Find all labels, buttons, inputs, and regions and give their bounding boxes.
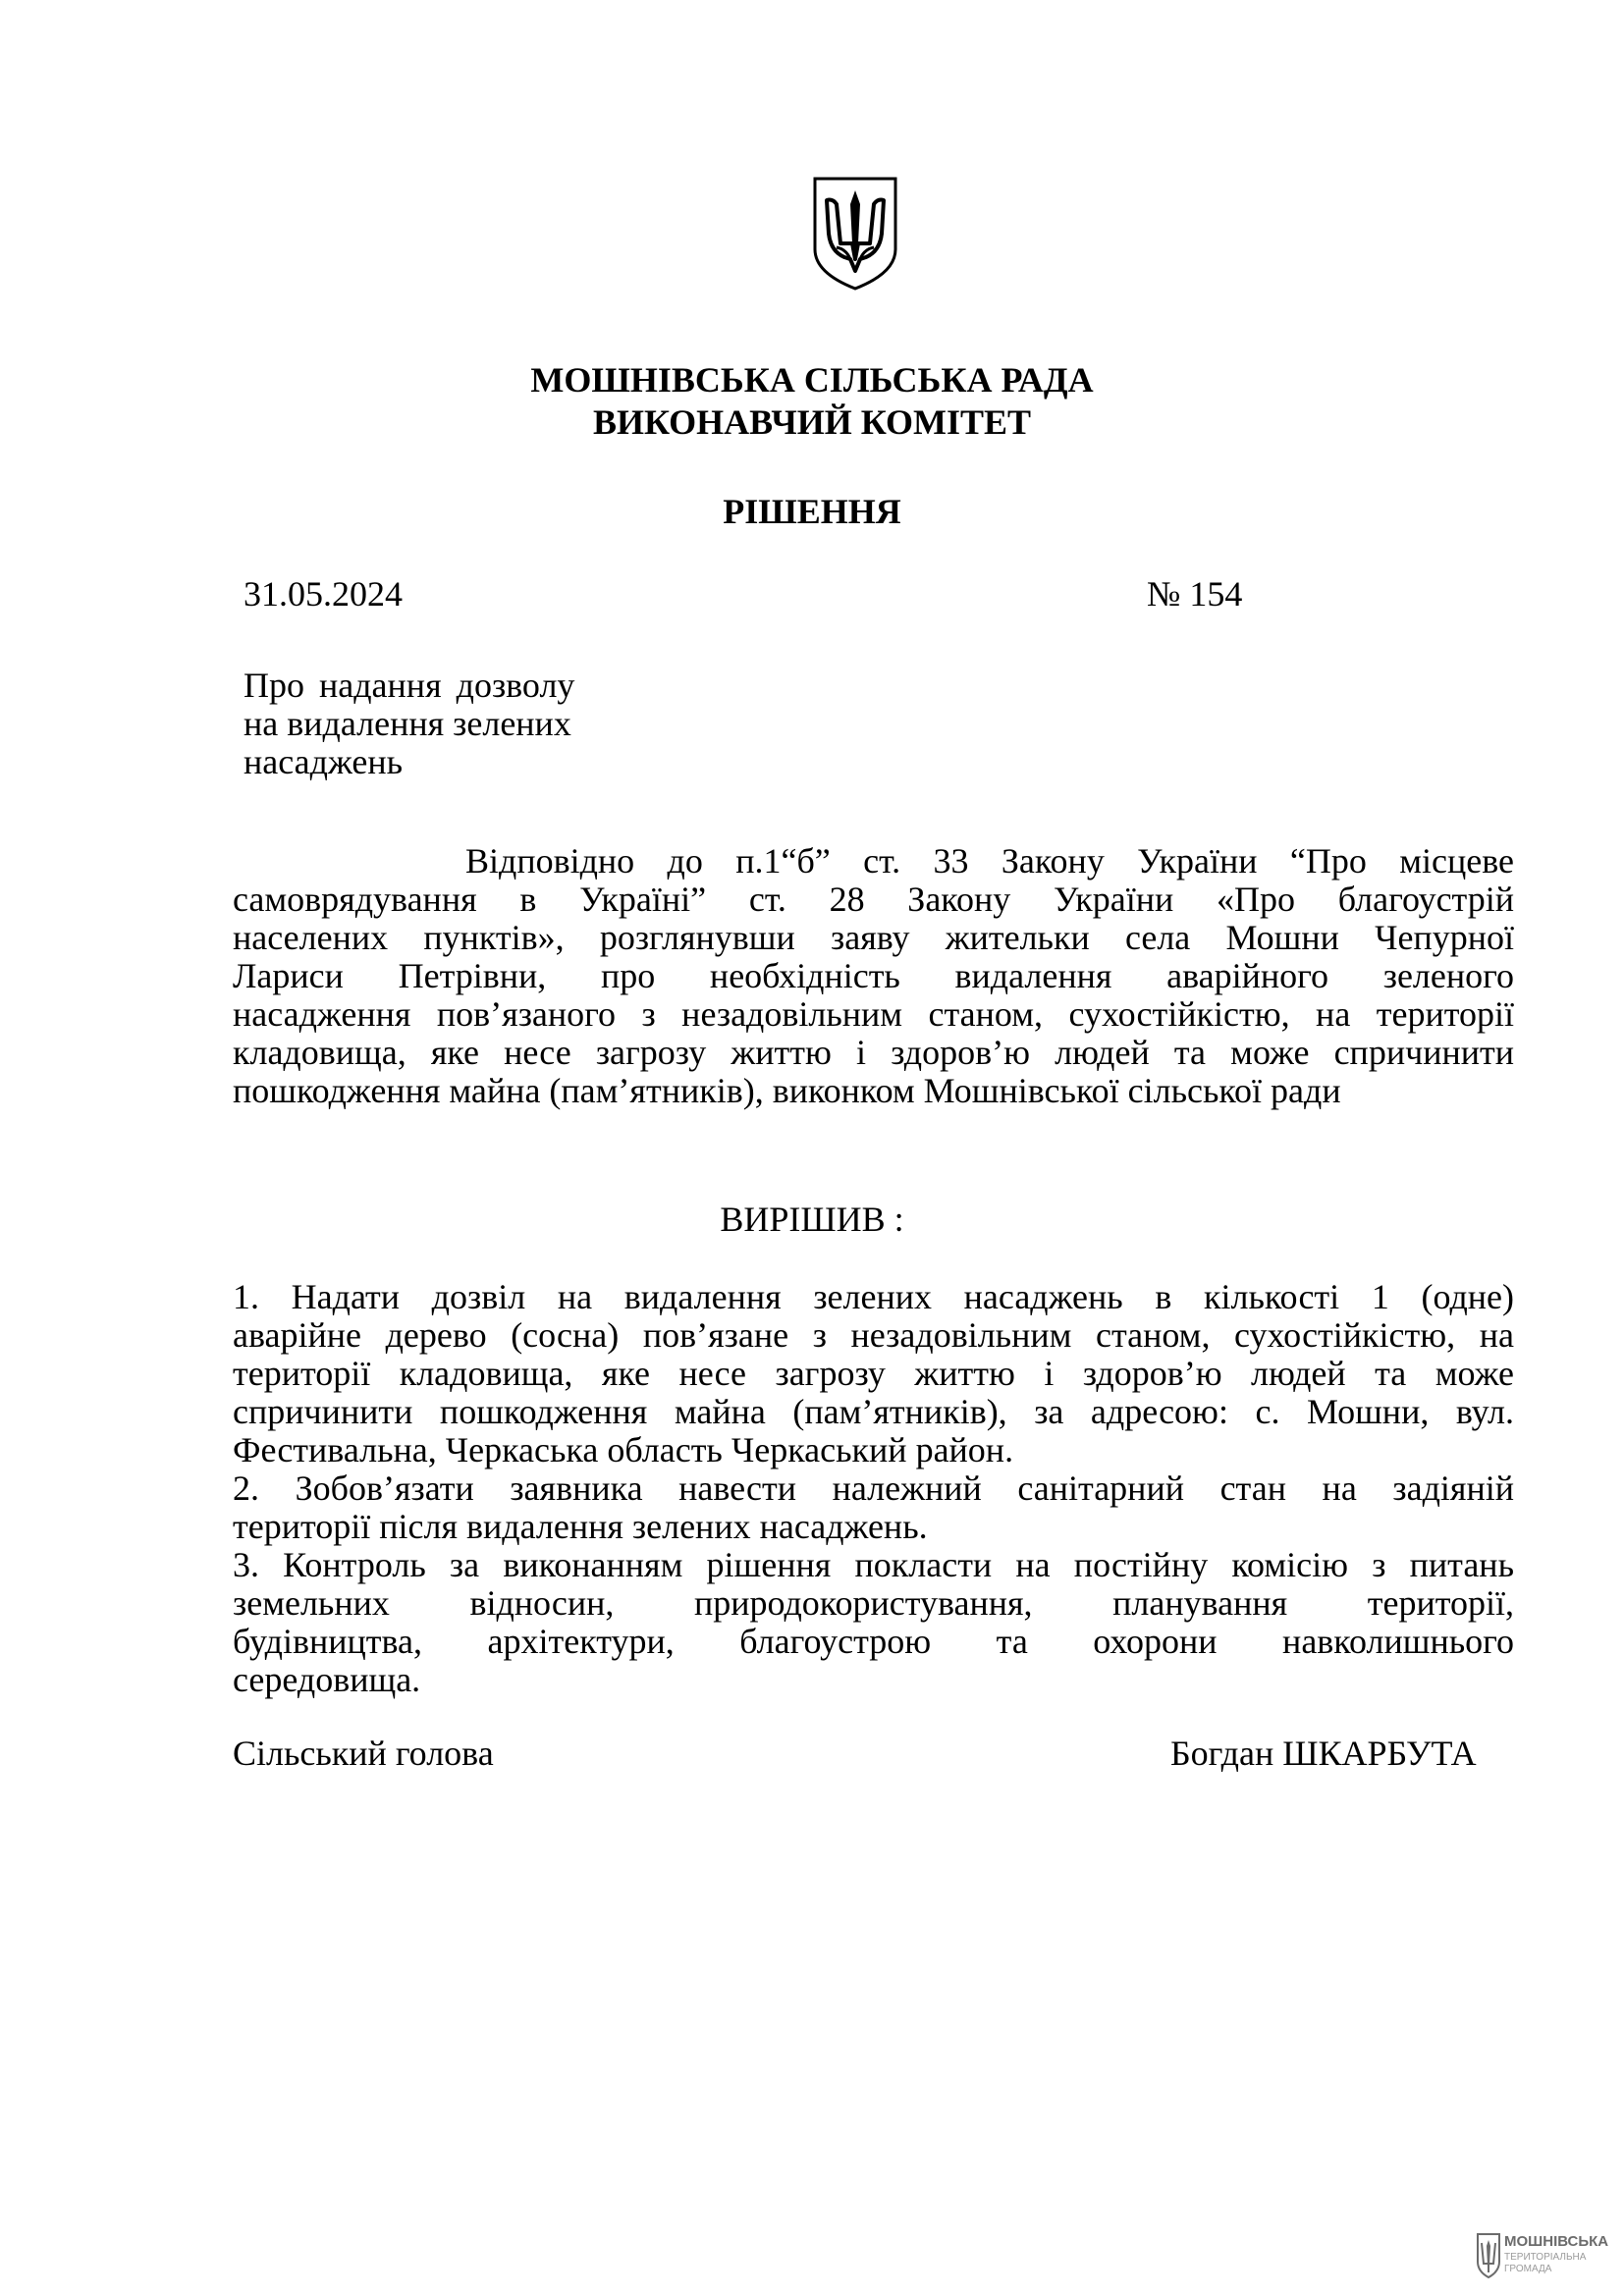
item-line: 2. Зобов’язати заявника навести належний санітарний стан на задіяній — [233, 1468, 1514, 1508]
decision-date: 31.05.2024 — [244, 574, 403, 614]
subject-line: на видалення зелених — [244, 704, 571, 743]
decision-item-1 — [233, 1278, 1514, 1469]
signatory-name: Богдан ШКАРБУТА — [1170, 1734, 1477, 1773]
preamble-paragraph — [233, 842, 1514, 1110]
signatory-role: Сільський голова — [233, 1734, 494, 1773]
item-line: будівництва, архітектури, благоустрою та охорони навколишнього — [233, 1622, 1514, 1661]
watermark-line-3: ГРОМАДА — [1504, 2264, 1552, 2274]
council-name: МОШНІВСЬКА СІЛЬСЬКА РАДА — [530, 360, 1094, 400]
item-line: Фестивальна, Черкаська область Черкаський район. — [233, 1430, 1014, 1469]
document-type-title: РІШЕННЯ — [723, 492, 901, 531]
decided-heading: ВИРІШИВ : — [720, 1200, 904, 1239]
decision-items — [233, 1278, 1514, 1699]
decision-item-3 — [233, 1546, 1514, 1699]
tryzub-emblem-icon — [811, 175, 899, 293]
preamble-line: Лариси Петрівни, про необхідність видалення аварійного зеленого — [233, 956, 1514, 995]
subject-line: Про надання дозволу — [244, 666, 575, 705]
item-line: середовища. — [233, 1660, 421, 1699]
item-line: земельних відносин, природокористування, планування території, — [233, 1583, 1514, 1623]
item-line: 1. Надати дозвіл на видалення зелених насаджень в кількості 1 (одне) — [233, 1277, 1514, 1316]
item-line: аварійне дерево (сосна) пов’язане з незадовільним станом, сухостійкістю, на — [233, 1315, 1514, 1355]
preamble-line: Відповідно до п.1“б” ст. 33 Закону України “Про місцеве — [465, 841, 1514, 881]
item-line: 3. Контроль за виконанням рішення покласти на постійну комісію з питань — [233, 1545, 1514, 1584]
decision-number: № 154 — [1147, 574, 1243, 614]
decision-subject — [244, 667, 656, 781]
tryzub-small-icon — [1478, 2234, 1499, 2277]
decision-item-2 — [233, 1469, 1514, 1546]
preamble-line: самоврядування в Україні” ст. 28 Закону України «Про благоустрій — [233, 880, 1514, 919]
item-line: території після видалення зелених насаджень. — [233, 1507, 928, 1546]
preamble-line: пошкодження майна (пам’ятників), виконком Мошнівської сільської ради — [233, 1071, 1341, 1110]
community-logo-watermark — [1475, 2226, 1622, 2281]
preamble-line: населених пунктів», розглянувши заяву жительки села Мошни Чепурної — [233, 918, 1514, 957]
item-line: спричинити пошкодження майна (пам’ятників), за адресою: с. Мошни, вул. — [233, 1392, 1514, 1431]
committee-name: ВИКОНАВЧИЙ КОМІТЕТ — [592, 402, 1032, 442]
preamble-line: кладовища, яке несе загрозу життю і здоров’ю людей та може спричинити — [233, 1033, 1514, 1072]
preamble-line: насадження пов’язаного з незадовільним станом, сухостійкістю, на території — [233, 994, 1514, 1034]
subject-line: насаджень — [244, 742, 404, 781]
watermark-line-1: МОШНІВСЬКА — [1504, 2233, 1609, 2250]
item-line: території кладовища, яке несе загрозу життю і здоров’ю людей та може — [233, 1354, 1514, 1393]
watermark-line-2: ТЕРИТОРІАЛЬНА — [1504, 2252, 1587, 2263]
